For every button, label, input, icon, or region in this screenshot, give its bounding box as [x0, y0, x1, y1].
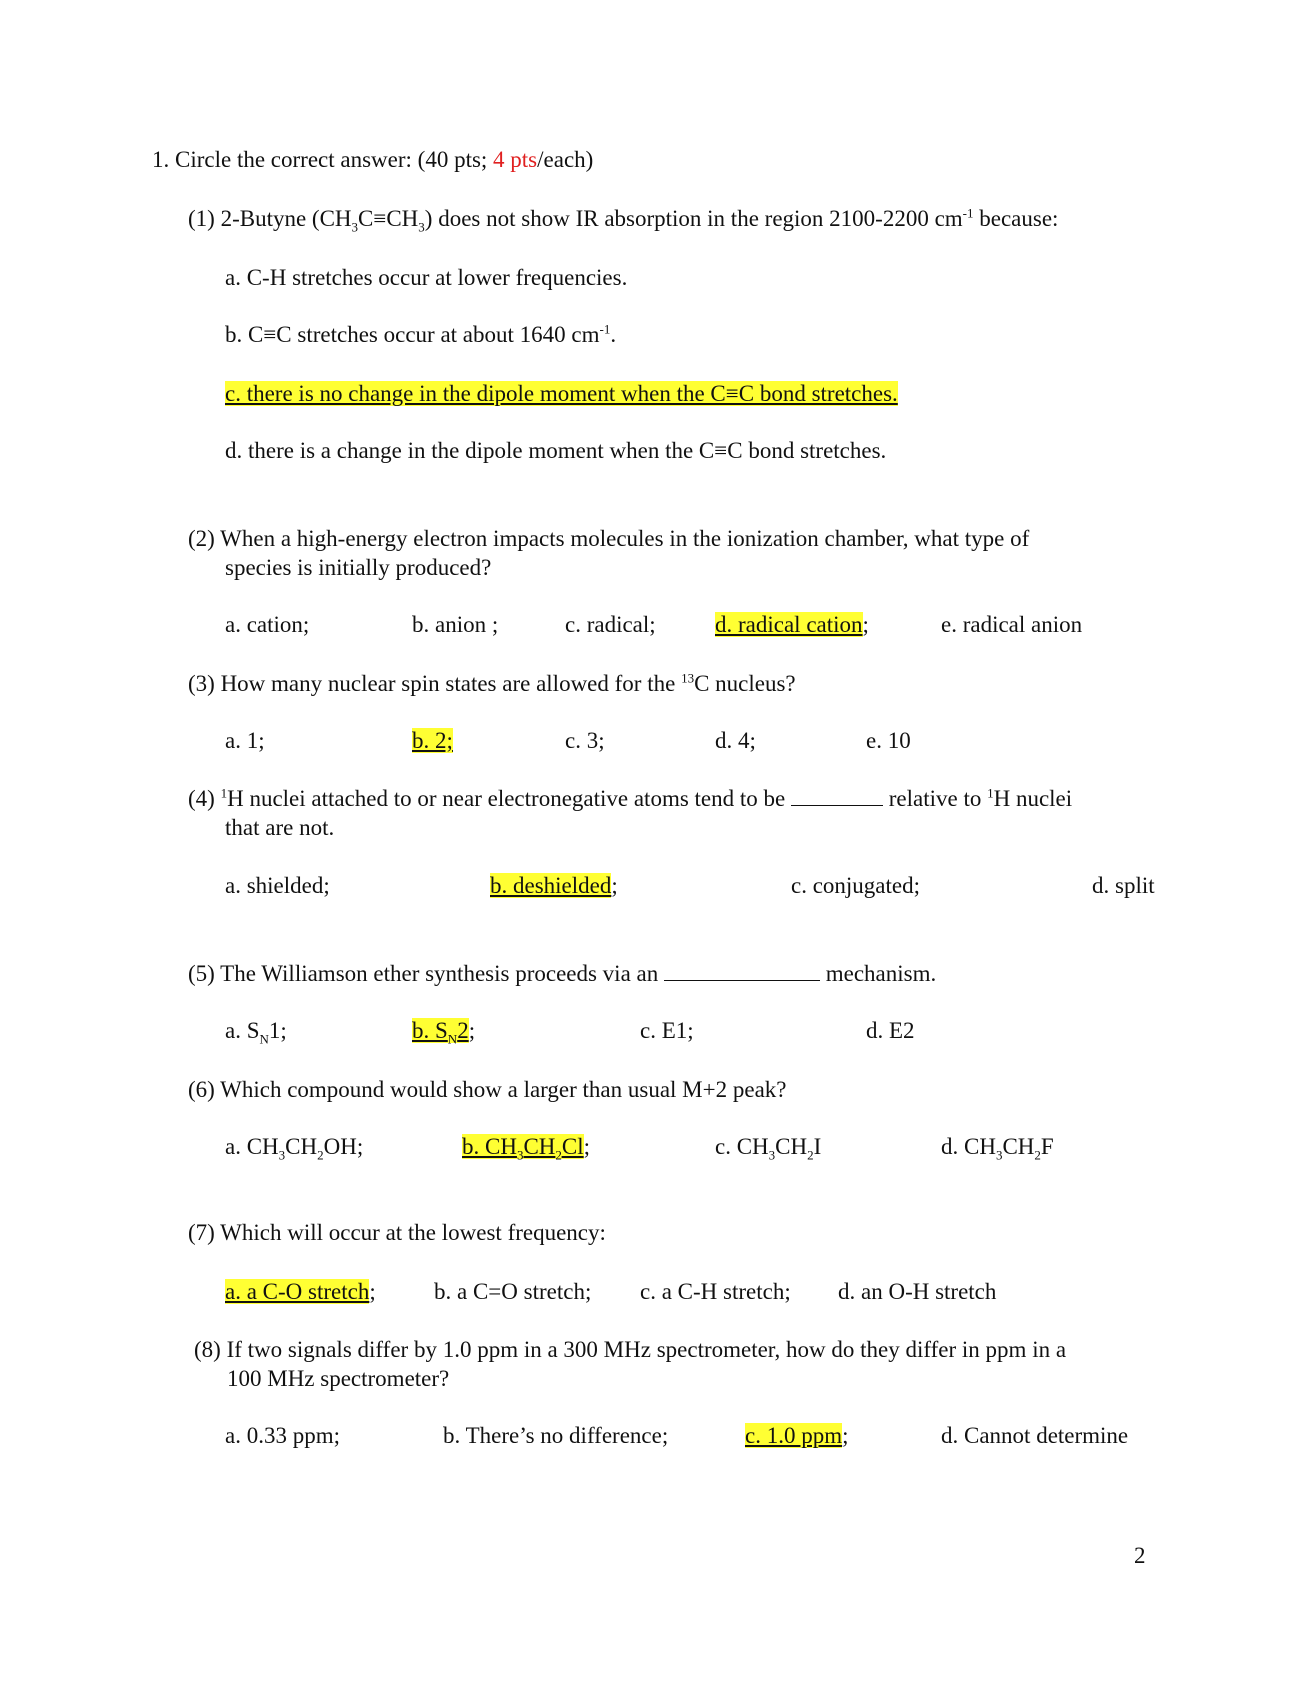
q3-option-b[interactable]: [412, 727, 453, 755]
q2-option-c[interactable]: c. radical;: [565, 612, 656, 637]
q6-option-d[interactable]: d. $CH_3CH_2F$: [941, 1134, 1054, 1163]
q6-option-b[interactable]: b. $CH_3CH_2Cl$;: [462, 1134, 591, 1163]
q3-option-c[interactable]: c. 3;: [565, 728, 605, 753]
question-2-stem-line2: species is initially produced?: [225, 555, 492, 580]
q7-option-a[interactable]: a. a C-O stretch;: [225, 1279, 376, 1304]
fill-in-blank: [664, 960, 820, 981]
q5-option-b[interactable]: b. $S_N2$;: [412, 1018, 476, 1047]
fill-in-blank: [791, 785, 883, 806]
question-1-stem: (1) 2-Butyne $(CH_3C\equiv CH_3)$ does not show IR absorption in the region 2100-2200 $cm^{-1}$ because:: [188, 205, 1059, 235]
q3-answer-highlight: b. 2;: [412, 728, 453, 753]
q7-answer-highlight: a. a C-O stretch: [225, 1279, 370, 1304]
q1-option-b[interactable]: b. C≡C stretches occur at about 1640 $cm^{-1}$.: [225, 321, 617, 347]
q7-option-b[interactable]: b. a C=O stretch;: [434, 1279, 592, 1304]
q1-option-c[interactable]: [225, 380, 898, 408]
q8-option-b[interactable]: b. There’s no difference;: [443, 1423, 669, 1448]
question-5-stem: (5) The Williamson ether synthesis proceeds via an mechanism.: [188, 961, 937, 986]
q6-option-a[interactable]: a. $CH_3CH_2OH$;: [225, 1134, 364, 1163]
question-8-stem-line2: 100 MHz spectrometer?: [227, 1366, 450, 1391]
q5-answer-highlight: b. $S_N2$: [412, 1018, 469, 1047]
q4-option-a[interactable]: a. shielded;: [225, 873, 330, 898]
q1-option-a[interactable]: a. C-H stretches occur at lower frequencies.: [225, 265, 628, 290]
q3-option-e[interactable]: e. 10: [866, 728, 911, 753]
question-4-stem-line1: (4) $^1$H nuclei attached to or near electronegative atoms tend to be relative to $^1$H nuclei: [188, 785, 1073, 811]
q4-answer-highlight: b. deshielded: [490, 873, 612, 898]
q2-option-a[interactable]: a. cation;: [225, 612, 310, 637]
question-2-stem-line1: (2) When a high-energy electron impacts molecules in the ionization chamber, what type of: [188, 526, 1030, 551]
q5-option-a[interactable]: a. $S_N1$;: [225, 1018, 287, 1047]
q8-answer-highlight: c. 1.0 ppm: [745, 1423, 843, 1448]
q1-option-d[interactable]: d. there is a change in the dipole moment when the C≡C bond stretches.: [225, 438, 887, 463]
q2-option-b[interactable]: b. anion ;: [412, 612, 499, 637]
q4-option-b[interactable]: b. deshielded;: [490, 873, 618, 898]
q5-option-c[interactable]: c. E1;: [640, 1018, 694, 1043]
q2-option-e[interactable]: e. radical anion: [941, 612, 1083, 637]
q7-option-c[interactable]: c. a C-H stretch;: [640, 1279, 791, 1304]
q3-option-d[interactable]: d. 4;: [715, 728, 756, 753]
q6-option-c[interactable]: c. $CH_3CH_2I$: [715, 1134, 822, 1163]
q8-option-a[interactable]: a. 0.33 ppm;: [225, 1423, 340, 1448]
question-3-stem: (3) How many nuclear spin states are allowed for the $^{13}$C nucleus?: [188, 670, 796, 696]
q1-answer-highlight: c. there is no change in the dipole moment when the C≡C bond stretches.: [225, 381, 898, 406]
question-6-stem: (6) Which compound would show a larger than usual M+2 peak?: [188, 1077, 787, 1102]
q4-option-c[interactable]: c. conjugated;: [791, 873, 921, 898]
q6-answer-highlight: b. $CH_3CH_2Cl$: [462, 1134, 584, 1163]
q7-option-d[interactable]: d. an O-H stretch: [838, 1279, 997, 1304]
section-heading: 1. Circle the correct answer: (40 pts; 4 pts/each): [152, 147, 594, 172]
question-7-stem: (7) Which will occur at the lowest frequency:: [188, 1220, 606, 1245]
q4-option-d[interactable]: d. split: [1092, 873, 1155, 898]
question-8-stem-line1: (8) If two signals differ by 1.0 ppm in a 300 MHz spectrometer, how do they differ in ppm in a: [194, 1337, 1067, 1362]
q3-option-a[interactable]: a. 1;: [225, 728, 265, 753]
q8-option-d[interactable]: d. Cannot determine: [941, 1423, 1129, 1448]
q5-option-d[interactable]: d. E2: [866, 1018, 915, 1043]
q8-option-c[interactable]: c. 1.0 ppm;: [745, 1423, 849, 1448]
page-number: 2: [1134, 1543, 1146, 1568]
points-each-red: 4 pts: [493, 147, 538, 172]
question-4-stem-line2: that are not.: [225, 815, 335, 840]
q2-answer-highlight: d. radical cation: [715, 612, 863, 637]
q2-option-d[interactable]: d. radical cation;: [715, 612, 869, 637]
